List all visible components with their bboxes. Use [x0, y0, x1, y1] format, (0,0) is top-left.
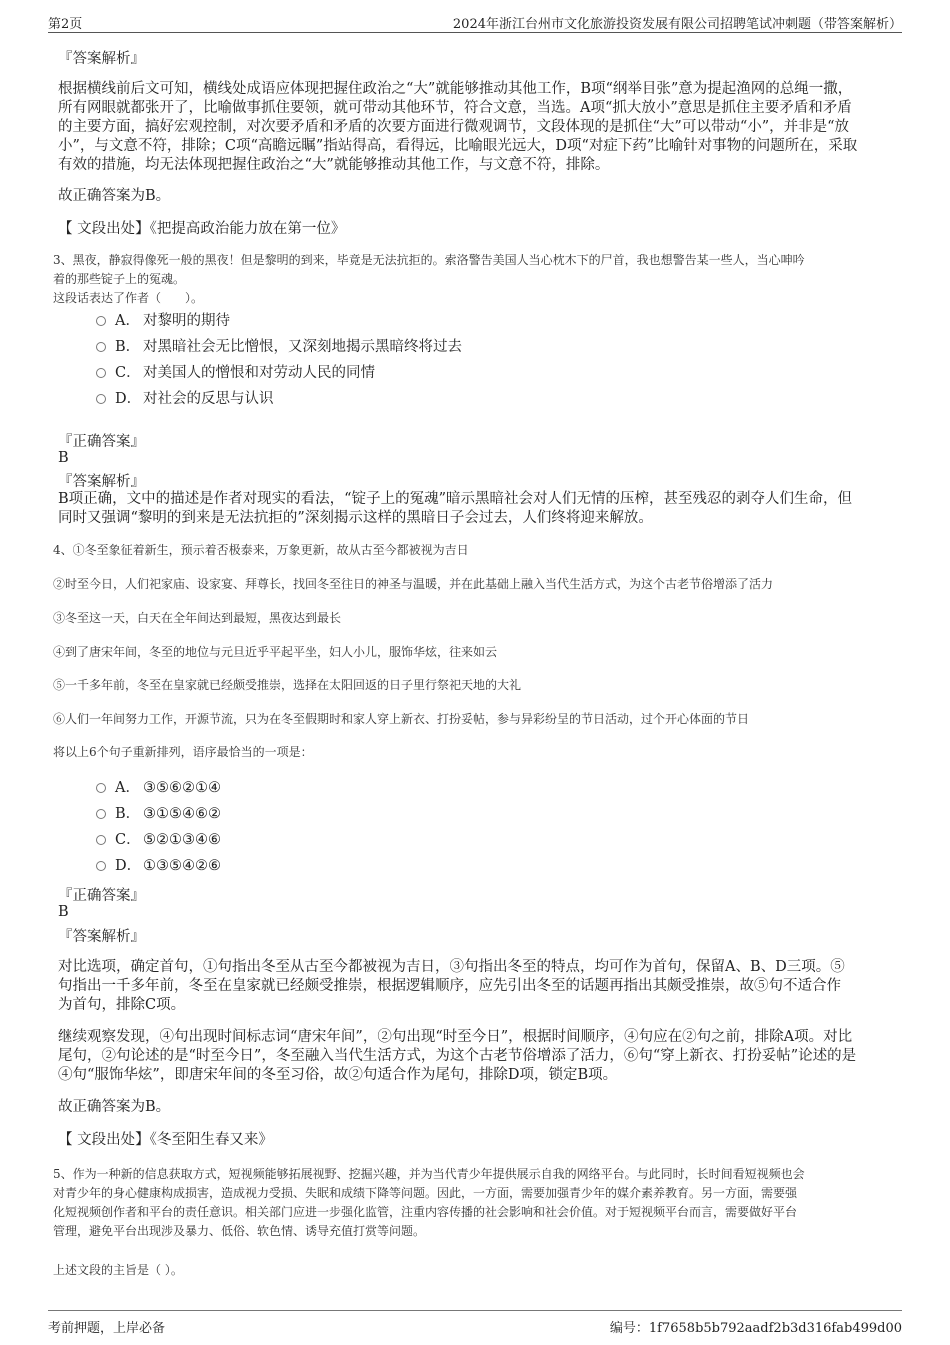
q5-stem-line: 5、作为一种新的信息获取方式，短视频能够拓展视野、挖掘兴趣，并为当代青少年提供展示自我的网络平台。与此同时，长时间看短视频也会 [53, 1167, 805, 1181]
q2-analysis-label: 『答案解析』 [58, 51, 145, 67]
q3-analysis-label: 『答案解析』 [58, 474, 145, 490]
q5-stem-line: 管理，避免平台出现涉及暴力、低俗、软色情、诱导充值打赏等问题。 [53, 1224, 426, 1238]
q4-sentence-5: ⑤一千多年前，冬至在皇家就已经颇受推崇，选择在太阳回返的日子里行祭祀天地的大礼 [53, 678, 522, 692]
q3-stem [53, 251, 898, 308]
q4-analysis-para-2 [58, 1028, 893, 1085]
q3-analysis-line: B项正确，文中的描述是作者对现实的看法，“锭子上的冤魂”暗示黑暗社会对人们无情的压榨，甚至残忍的剥夺人们生命，但 [58, 491, 852, 507]
q3-analysis-line: 同时又强调“黎明的到来是无法抗拒的”深刻揭示这样的黑暗日子会过去，人们终将迎来解放。 [58, 510, 653, 526]
q2-source: 【 文段出处】《把提高政治能力放在第一位》 [58, 221, 346, 237]
q5-stem [53, 1165, 898, 1241]
q4-sentence-2: ②时至今日，人们祀家庙、设家宴、拜尊长，找回冬至往日的神圣与温暖，并在此基础上融入当代生活方式，为这个古老节俗增添了活力 [53, 577, 774, 591]
q4-answer: B [58, 904, 69, 920]
q4-option-d[interactable] [96, 856, 221, 876]
q4-analysis-label: 『答案解析』 [58, 929, 145, 945]
page-footer [48, 1310, 902, 1335]
q4-option-c[interactable] [96, 830, 221, 850]
radio-icon[interactable] [96, 368, 106, 378]
option-letter: B． [115, 806, 141, 822]
q4-sentence-1: 4、①冬至象征着新生，预示着否极泰来，万象更新，故从古至今都被视为吉日 [53, 543, 469, 557]
document-id: 编号：1f7658b5b792aadf2b3d316fab499d00 [609, 1321, 902, 1336]
q3-correct-label: 『正确答案』 [58, 434, 145, 450]
q2-analysis-text [58, 80, 893, 175]
q5-question: 上述文段的主旨是（ ）。 [53, 1263, 183, 1277]
document-title: 2024年浙江台州市文化旅游投资发展有限公司招聘笔试冲刺题（带答案解析） [452, 17, 902, 32]
option-text: ⑤②①③④⑥ [143, 832, 221, 848]
option-text: 对美国人的憎恨和对劳动人民的同情 [143, 365, 375, 381]
option-letter: D． [115, 858, 142, 874]
radio-icon[interactable] [96, 835, 106, 845]
option-text: ③⑤⑥②①④ [143, 780, 221, 796]
radio-icon[interactable] [96, 861, 106, 871]
q5-stem-line: 对青少年的身心健康构成损害，造成视力受损、失眠和成绩下降等问题。因此，一方面，需要加强青少年的媒介素养教育。另一方面，需要强 [53, 1186, 798, 1200]
option-text: 对社会的反思与认识 [143, 391, 274, 407]
q3-stem-line: 3、黑夜，静寂得像死一般的黑夜！但是黎明的到来，毕竟是无法抗拒的。索洛警告美国人当心枕木下的尸首，我也想警告某一些人，当心呻吟 [53, 253, 805, 267]
q4-option-b[interactable] [96, 804, 221, 824]
radio-icon[interactable] [96, 809, 106, 819]
option-letter: A． [115, 780, 140, 796]
q2-analysis-line: 根据横线前后文可知，横线处成语应体现把握住政治之“大”就能够推动其他工作，B项“纲举目张”意为提起渔网的总绳一撒， [58, 81, 853, 97]
radio-icon[interactable] [96, 783, 106, 793]
q4-analysis-line: 继续观察发现，④句出现时间标志词“唐宋年间”，②句出现“时至今日”，根据时间顺序，④句应在②句之前，排除A项。对比 [58, 1029, 853, 1045]
q4-question: 将以上6个句子重新排列，语序最恰当的一项是： [53, 745, 313, 759]
footer-slogan: 考前押题，上岸必备 [48, 1321, 166, 1336]
q4-sentence-4: ④到了唐宋年间，冬至的地位与元旦近乎平起平坐，妇人小儿，服饰华炫，往来如云 [53, 645, 498, 659]
q3-option-b[interactable] [96, 337, 462, 357]
q4-analysis-line: 句指出一千多年前，冬至在皇家就已经颇受推崇，根据逻辑顺序，应先引出冬至的话题再指出其颇受推崇，故⑤句不适合作 [58, 978, 841, 994]
q4-sentence-3: ③冬至这一天，白天在全年间达到最短，黑夜达到最长 [53, 611, 342, 625]
q4-analysis-para-1 [58, 958, 893, 1015]
option-text: ①③⑤④②⑥ [143, 858, 221, 874]
option-letter: C． [115, 832, 141, 848]
page-header [48, 10, 902, 33]
q3-stem-line: 这段话表达了作者（ ）。 [53, 291, 204, 305]
q4-analysis-line: ④句“服饰华炫”，即唐宋年间的冬至习俗，故②句适合作为尾句，排除D项，锁定B项。 [58, 1067, 618, 1083]
radio-icon[interactable] [96, 316, 106, 326]
q2-analysis-line: 的主要方面，搞好宏观控制，对次要矛盾和矛盾的次要方面进行微观调节，文段体现的是抓住“大”可以带动“小”，并非是“放 [58, 119, 850, 135]
option-text: 对黎明的期待 [143, 313, 230, 329]
option-letter: D． [115, 391, 142, 407]
q4-analysis-line: 对比选项，确定首句，①句指出冬至从古至今都被视为吉日，③句指出冬至的特点，均可作为首句，保留A、B、D三项。⑤ [58, 959, 845, 975]
q4-sentence-6: ⑥人们一年间努力工作，开源节流，只为在冬至假期时和家人穿上新衣、打扮妥帖，参与异彩纷呈的节日活动，过个开心体面的节日 [53, 712, 750, 726]
q3-stem-line: 着的那些锭子上的冤魂。 [53, 272, 186, 286]
q4-analysis-line: 为首句，排除C项。 [58, 997, 186, 1013]
q4-option-a[interactable] [96, 778, 221, 798]
q3-option-c[interactable] [96, 363, 375, 383]
q4-conclusion: 故正确答案为B。 [58, 1099, 171, 1115]
q4-correct-label: 『正确答案』 [58, 888, 145, 904]
q3-option-d[interactable] [96, 389, 274, 409]
option-letter: C． [115, 365, 141, 381]
option-letter: A． [115, 313, 140, 329]
q2-analysis-line: 所有网眼就都张开了，比喻做事抓住要领，就可带动其他环节，符合文意，当选。A项“抓大放小”意思是抓住主要矛盾和矛盾 [58, 100, 852, 116]
page-number: 第2页 [48, 17, 83, 32]
radio-icon[interactable] [96, 342, 106, 352]
q3-analysis-text [58, 490, 893, 528]
option-text: ③①⑤④⑥② [143, 806, 221, 822]
q2-analysis-line: 小”，与文意不符，排除；C项“高瞻远瞩”指站得高，看得远，比喻眼光远大，D项“对症下药”比喻针对事物的问题所在，采取 [58, 138, 858, 154]
q3-option-a[interactable] [96, 311, 230, 331]
option-letter: B． [115, 339, 141, 355]
q2-analysis-line: 有效的措施，均无法体现把握住政治之“大”就能够推动其他工作，与文意不符，排除。 [58, 157, 610, 173]
q4-source: 【 文段出处】《冬至阳生春又来》 [58, 1132, 273, 1148]
option-text: 对黑暗社会无比憎恨，又深刻地揭示黑暗终将过去 [143, 339, 462, 355]
q3-answer: B [58, 450, 69, 466]
q5-stem-line: 化短视频创作者和平台的责任意识。相关部门应进一步强化监管，注重内容传播的社会影响和社会价值。对于短视频平台而言，需要做好平台 [53, 1205, 798, 1219]
radio-icon[interactable] [96, 394, 106, 404]
q2-conclusion: 故正确答案为B。 [58, 188, 171, 204]
q4-analysis-line: 尾句，②句论述的是“时至今日”，冬至融入当代生活方式，为这个古老节俗增添了活力，⑥句“穿上新衣、打扮妥帖”论述的是 [58, 1048, 857, 1064]
